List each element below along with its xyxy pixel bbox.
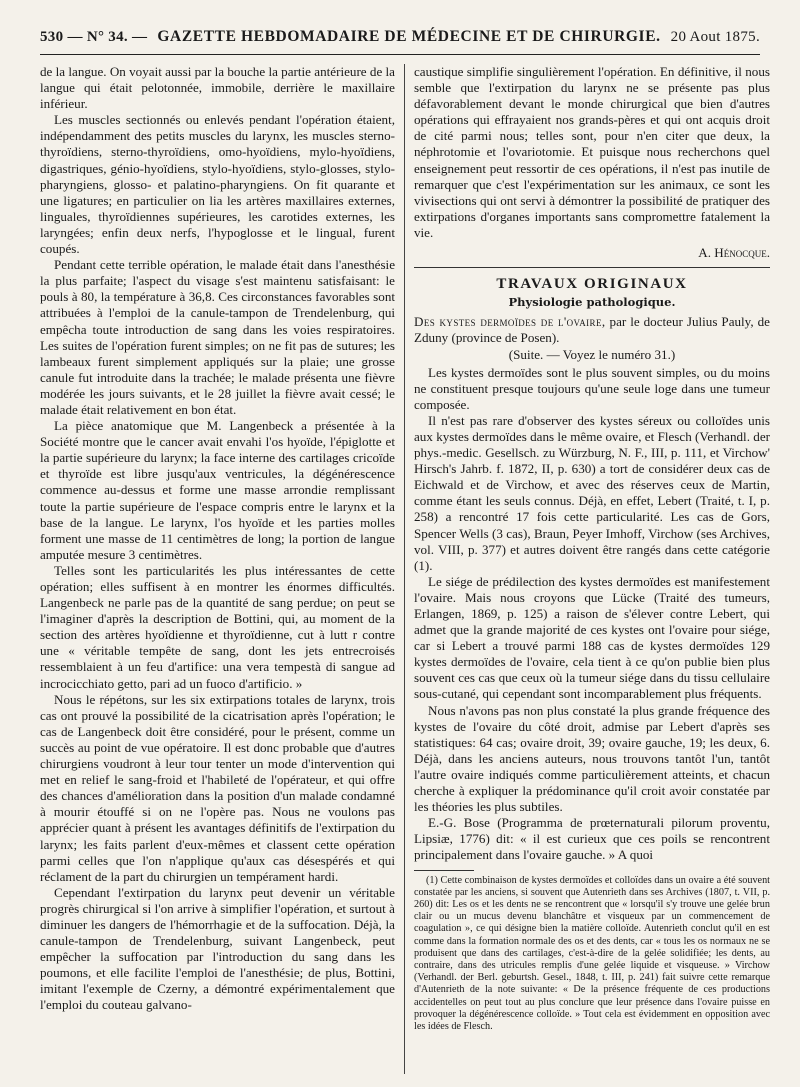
paragraph: de la langue. On voyait aussi par la bouche la partie antérieure de la langue qui était pelotonnée, immobile, derrière le maxillaire inférieur.	[40, 64, 395, 112]
two-column-body	[40, 64, 770, 1074]
paragraph: Nous le répétons, sur les six extirpations totales de larynx, trois cas ont prouvé la possibilité de la cicatrisation après l'opération; le cas de Langenbeck doit être considéré, pour le présent, comme un succès au point de vue opératoire. Il est donc probable que d'autres chirurgiens voudront à leur tour tenter un mode d'intervention qui met en relief le sang-froid et l'habileté de l'opérateur, et qui offre des chances d'amélioration dans la position d'un malade condamné à mourir étouffé si on ne l'opère pas. Nous ne voulons pas apprécier quant à présent les avantages définitifs de l'extirpation du larynx; les faits parlent d'eux-mêmes et classent cette opération parmi celles que l'on n'applique qu'aux cas désespérés et qui réclament de la part du chirurgien un tempérament hardi.	[40, 691, 395, 884]
paragraph: Les muscles sectionnés ou enlevés pendant l'opération étaient, indépendamment des petits muscles du larynx, les muscles sterno-thyroïdiens, sterno-thyroïdiens, omo-hyoïdiens, mylo-hyoïdiens, digastriques, génio-hyoïdiens, stylo-hyoïdiens, stylo-glosses, stylo-pharyngiens, glosso- et palatino-pharyngiens. On fit quarante et une ligatures; en particulier on lia les artères maxillaires externes, linguales, thyroïdiennes supérieures, les carotides externes, les laryngées; enfin deux nerfs, l'hypoglosse et le lingual, furent coupés.	[40, 112, 395, 257]
issue-date: 20 Aout 1875.	[670, 29, 760, 45]
right-column	[405, 64, 770, 1074]
section-title: TRAVAUX ORIGINAUX	[496, 276, 688, 293]
journal-title: GAZETTE HEBDOMADAIRE DE MÉDECINE ET DE CHIRURGIE.	[157, 28, 661, 45]
section-divider	[414, 267, 770, 268]
article-title: Des kystes dermoïdes de l'ovaire,	[414, 314, 606, 330]
author-signature: A. Hénocque.	[698, 245, 770, 261]
left-column	[40, 64, 405, 1074]
footnote-divider	[414, 870, 474, 871]
continuation-note: (Suite. — Voyez le numéro 31.)	[508, 346, 676, 362]
subsection-title: Physiologie pathologique.	[508, 295, 676, 310]
paragraph: Cependant l'extirpation du larynx peut devenir un véritable progrès chirurgical si l'on arrive à simplifier l'opération, et surtout à diminuer les dangers de l'hémorrhagie et de la suffocation. Déjà, la canule-tampon de Trendelenburg, suivant Langenbeck, peut empêcher la suffocation par l'introduction du sang dans les poumons, et elle facilite l'emploi de l'anesthésie; de plus, Bottini, imitant l'exemple de Czerny, a démontré expérimentalement que l'emploi du couteau galvano-	[40, 884, 395, 1013]
paragraph: La pièce anatomique que M. Langenbeck a présentée à la Société montre que le cancer avait envahi l'os hyoïde, l'épiglotte et la partie supérieure du larynx; la face interne des cartilages cricoïde et thyroïde est libre jusqu'aux ventricules, la dégénérescence commence au-dessus et forme une masse arrondie remplissant toute la partie supérieure de l'espace compris entre le larynx et la base de la langue. Le larynx, l'os hyoïde et les parties molles forment une masse de 11 centimètres de long; la portion de langue amputée mesure 3 centimètres.	[40, 418, 395, 562]
paragraph: Les kystes dermoïdes sont le plus souvent simples, ou du moins ne constituent presque toujours qu'une seule loge dans une tumeur composée.	[414, 364, 770, 412]
article-heading	[414, 314, 770, 346]
paragraph: Telles sont les particularités les plus intéressantes de cette opération; elles suffisent à en montrer les énormes difficultés. Langenbeck ne parle pas de la quantité de sang perdue; on peut se l'imaginer d'après la description de Bottini, qui, au moment de la section des artères hyoïdienne et thyroïdienne, cut à lutt r contre une « véritable tempête de sang, dont les jets entrecroisés ressemblaient à un feu d'artifice: una vera tempestà di sangue ad incrocicchiato getto, pari ad un fuoco d'artificio. »	[40, 562, 395, 691]
paragraph: caustique simplifie singulièrement l'opération. En définitive, il nous semble que l'extirpation du larynx ne se présente pas plus défavorablement devant le monde chirurgical que bien d'autres opérations qui effrayaient nos grands-pères et qui ont acquis droit de cité parmi nous; telles sont, pour n'en citer que deux, la néphrotomie et l'ovariotomie. Et puisque nous recherchons quel enseignement peut ressortir de ces opérations, il n'est pas inutile de remarquer que c'est l'expérimentation sur les animaux, ce sont les vivisections qui ont servi à démontrer la possibilité de pratiquer des extirpations d'organes importants sans compromettre fatalement la vie.	[414, 64, 770, 240]
footnote: (1) Cette combinaison de kystes dermoïdes et colloïdes dans un ovaire a été souvent constatée par les anciens, si souvent que Autenrieth dans ses Archives (1807, t. VII, p. 260) dit: Les os et les dents ne se rencontrent que « lorsqu'il s'y trouve une gelée brun clair ou un mucus devenu blanchâtre et visqueux par un commencement de coagulation », ce qui désigne bien la matière colloïde. Autenrieth conclut qu'il en est comme dans la formation normale des os et des dents, car « tous les os normaux ne se produisent que dans des cartilages, c'est-à-dire de la gelée solidifiée; les dents, au contraire, dans des utricules remplis d'une gelée liquide et visqueuse. » Virchow (Verhandl. der Berl. geburtsh. Gesel., 1848, t. III, p. 241) fait suivre cette remarque d'Autenrieth de la note suivante: « De la présence fréquente de ces productions accidentelles on peut tout au plus conclure que leur présence dans l'ovaire puisse en provoquer la dégénérescence colloïde. » Tout cela est évidemment en opposition avec les idées de Flesch.	[414, 874, 770, 1032]
article-byline: par le docteur Julius Pauly, de Zduny (province de Posen).	[414, 314, 770, 346]
paragraph: E.-G. Bose (Programma de prœternaturali pilorum proventu, Lipsiæ, 1776) dit: « il est curieux que ces poils se rencontrent principalement dans l'ovaire gauche. » A quoi	[414, 815, 770, 863]
paragraph: Le siége de prédilection des kystes dermoïdes est manifestement l'ovaire. Mais nous croyons que Lücke (Traité des tumeurs, Erlangen, 1869, p. 125) a raison de s'élever contre Lebert, qui admet que la grande majorité de ces kystes ont l'ovaire pour siége, car si Lebert a trouvé parmi 188 cas de kystes dermoïdes 129 kystes dermoïdes de l'ovaire, cela tient à ce qu'on publie bien plus souvent ces cas que ceux où la tumeur siége dans du tissu cellulaire sous-cutané, qui cependant sont incomparablement plus fréquents.	[414, 573, 770, 702]
paragraph: Nous n'avons pas non plus constaté la plus grande fréquence des kystes de l'ovaire du côté droit, admise par Lebert d'après ses statistiques: 64 cas; ovaire droit, 39; ovaire gauche, 19; les deux, 6. Déjà, dans les anciens auteurs, nous trouvons tantôt l'un, tantôt l'autre ovaire indiqués comme particulièrement atteints, et chacun cherche à expliquer la prédominance qu'il croit avoir constatée par les théories les plus subtiles.	[414, 702, 770, 815]
paragraph: Il n'est pas rare d'observer des kystes séreux ou colloïdes unis aux kystes dermoïdes dans le même ovaire, et Flesch (Verhandl. der phys.-medic. Gesellsch. zu Würzburg, N. F., III, p. 111, et Virchow' Hirsch's Jahrb. f. 1872, II, p. 630) a tort de considérer deux cas de Eichwald et de Virchow, et avec des réserves ceux de Martin, comme étant les seuls connus. Déjà, en effet, Lebert (Traité, t. I, p. 258) a rencontré 17 fois cette particularité. Les cas de Gors, Spencer Wells (3 cas), Braun, Peyer Imhoff, Virchow (ses Archives, vol. VIII, p. 377) et autres doivent être rangés dans cette catégorie (1).	[414, 412, 770, 573]
paragraph: Pendant cette terrible opération, le malade était dans l'anesthésie la plus parfaite; l'aspect du visage s'est maintenu satisfaisant: le pouls à 80, la température à 36,8. Ces circonstances favorables sont attribuées à l'emploi de la canule-tampon de Trendelenburg, qui empêcha toute introduction de sang dans les voies respiratoires. Les suites de l'opération furent simples; on ne fit pas de sutures; les lambeaux furent simplement appliqués sur la plaie; une grosse canule fut introduite dans la trachée; le malade présenta une fièvre modérée les jours suivants, et le 28 juillet la fièvre avait cessé; le malade était relativement en bon état.	[40, 257, 395, 417]
page-header	[40, 28, 760, 55]
page-number-and-issue: 530 — N° 34. —	[40, 29, 148, 45]
